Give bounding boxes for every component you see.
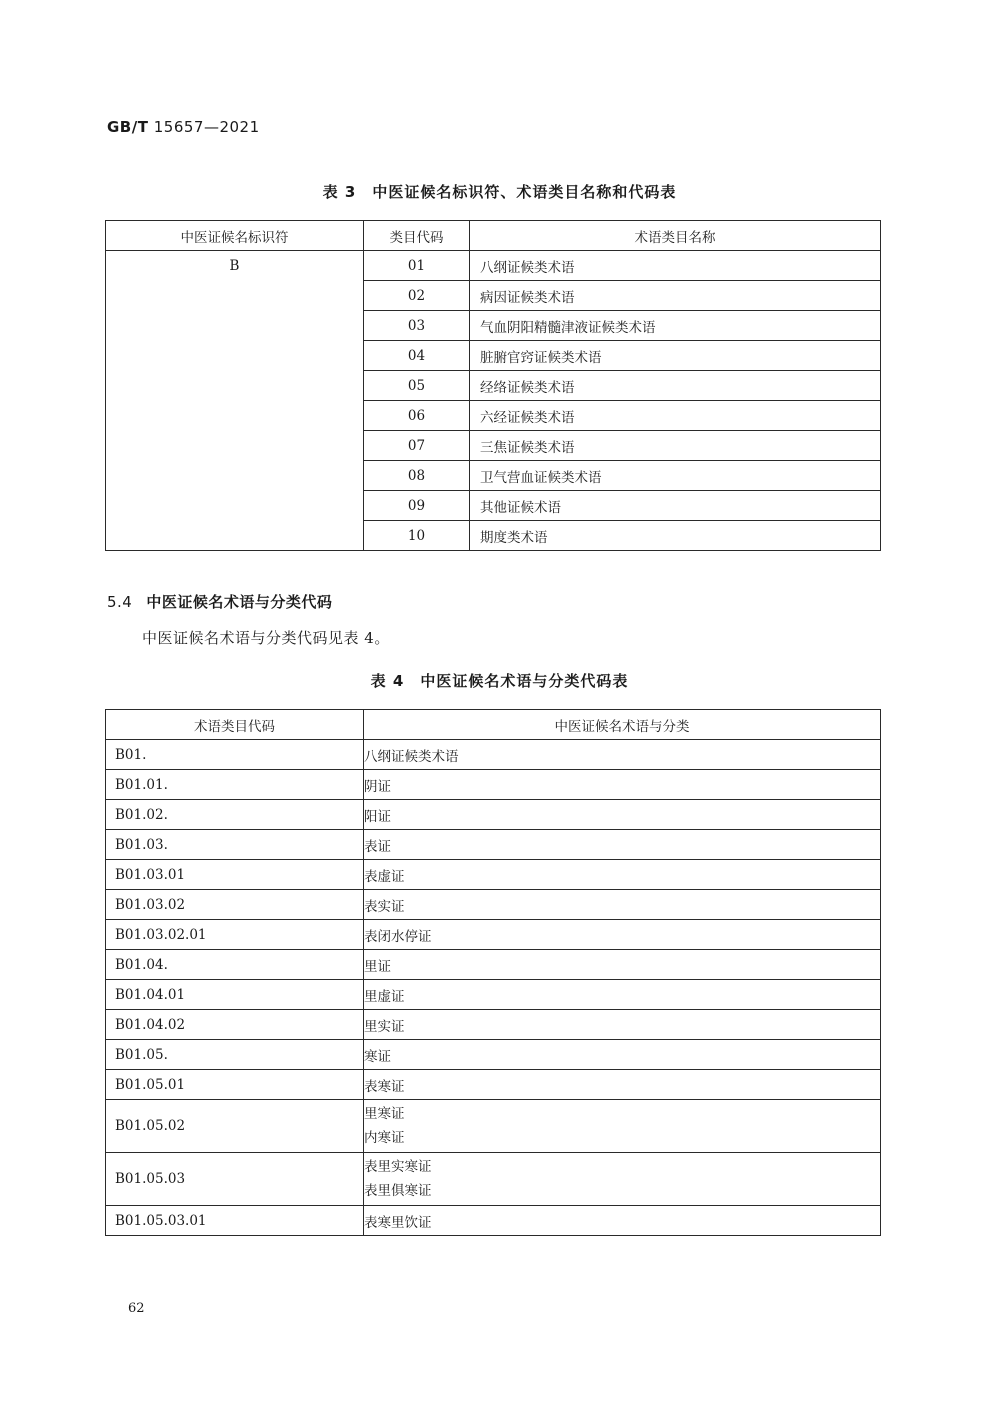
page-number: 62 bbox=[128, 1301, 145, 1316]
table3-name-cell: 八纲证候类术语 bbox=[470, 251, 881, 281]
table4-term-cell: 表实证 bbox=[364, 890, 881, 920]
table-row bbox=[106, 920, 881, 950]
table-row bbox=[106, 1206, 881, 1236]
table3-name-cell: 卫气营血证候类术语 bbox=[470, 461, 881, 491]
table3-name-cell: 经络证候类术语 bbox=[470, 371, 881, 401]
standard-header bbox=[107, 118, 260, 136]
section-heading bbox=[107, 591, 332, 612]
standard-prefix: GB/T bbox=[107, 118, 149, 136]
table3-code-cell: 02 bbox=[364, 281, 470, 311]
table4-term-cell: 表寒里饮证 bbox=[364, 1206, 881, 1236]
table4-term-cell: 表寒证 bbox=[364, 1070, 881, 1100]
table3-name-cell: 三焦证候类术语 bbox=[470, 431, 881, 461]
table-row bbox=[106, 770, 881, 800]
table4-code-cell: B01.05. bbox=[106, 1040, 364, 1070]
table3-header-name: 术语类目名称 bbox=[470, 221, 881, 251]
table4-code-cell: B01.05.03 bbox=[106, 1153, 364, 1206]
table4 bbox=[105, 709, 881, 1236]
table4-term-line: 表里俱寒证 bbox=[364, 1183, 432, 1199]
table4-code-cell: B01.03.02.01 bbox=[106, 920, 364, 950]
table4-caption: 表 4 中医证候名术语与分类代码表 bbox=[370, 672, 629, 690]
table-row bbox=[106, 1100, 881, 1153]
table3-code-cell: 10 bbox=[364, 521, 470, 551]
table3-name-cell: 六经证候类术语 bbox=[470, 401, 881, 431]
table4-code-cell: B01.01. bbox=[106, 770, 364, 800]
table4-term-cell: 里实证 bbox=[364, 1010, 881, 1040]
table4-term-cell: 阴证 bbox=[364, 770, 881, 800]
table4-term-line: 内寒证 bbox=[364, 1130, 405, 1146]
table4-term-cell: 里虚证 bbox=[364, 980, 881, 1010]
table4-code-cell: B01.04.01 bbox=[106, 980, 364, 1010]
table3-caption: 表 3 中医证候名标识符、术语类目名称和代码表 bbox=[322, 183, 677, 201]
table-row bbox=[106, 251, 881, 281]
table3-code-cell: 09 bbox=[364, 491, 470, 521]
table3-header-row bbox=[106, 221, 881, 251]
table4-term-cell bbox=[364, 1100, 881, 1153]
section-number: 5.4 bbox=[107, 593, 133, 611]
table3-name-cell: 气血阴阳精髓津液证候类术语 bbox=[470, 311, 881, 341]
table4-code-cell: B01.05.01 bbox=[106, 1070, 364, 1100]
table-row bbox=[106, 740, 881, 770]
table3-code-cell: 01 bbox=[364, 251, 470, 281]
table3-name-cell: 病因证候类术语 bbox=[470, 281, 881, 311]
table4-code-cell: B01.03. bbox=[106, 830, 364, 860]
table4-code-cell: B01. bbox=[106, 740, 364, 770]
table3-name-cell: 脏腑官窍证候类术语 bbox=[470, 341, 881, 371]
table-row bbox=[106, 830, 881, 860]
section-title: 中医证候名术语与分类代码 bbox=[146, 593, 333, 611]
table-row bbox=[106, 950, 881, 980]
table3-code-cell: 08 bbox=[364, 461, 470, 491]
section-paragraph: 中医证候名术语与分类代码见表 4。 bbox=[142, 629, 390, 647]
standard-number: 15657—2021 bbox=[153, 118, 260, 136]
table3-code-cell: 06 bbox=[364, 401, 470, 431]
table3-name-cell: 期度类术语 bbox=[470, 521, 881, 551]
table3-code-cell: 05 bbox=[364, 371, 470, 401]
table3-code-cell: 07 bbox=[364, 431, 470, 461]
table3-name-cell: 其他证候术语 bbox=[470, 491, 881, 521]
table4-code-cell: B01.05.03.01 bbox=[106, 1206, 364, 1236]
table4-term-line: 表里实寒证 bbox=[364, 1159, 432, 1175]
table-row bbox=[106, 800, 881, 830]
table3-identifier-cell: B bbox=[106, 251, 364, 551]
table-row bbox=[106, 860, 881, 890]
table3 bbox=[105, 220, 881, 551]
table-row bbox=[106, 1070, 881, 1100]
table-row bbox=[106, 1040, 881, 1070]
table4-header-row bbox=[106, 710, 881, 740]
table4-term-cell: 寒证 bbox=[364, 1040, 881, 1070]
table4-code-cell: B01.03.01 bbox=[106, 860, 364, 890]
table3-header-identifier: 中医证候名标识符 bbox=[106, 221, 364, 251]
table4-term-cell: 表证 bbox=[364, 830, 881, 860]
table4-term-cell: 八纲证候类术语 bbox=[364, 740, 881, 770]
table3-code-cell: 03 bbox=[364, 311, 470, 341]
table4-term-line: 里寒证 bbox=[364, 1106, 405, 1122]
table4-header-code: 术语类目代码 bbox=[106, 710, 364, 740]
table4-code-cell: B01.04.02 bbox=[106, 1010, 364, 1040]
table4-code-cell: B01.04. bbox=[106, 950, 364, 980]
table4-header-term: 中医证候名术语与分类 bbox=[364, 710, 881, 740]
table4-code-cell: B01.05.02 bbox=[106, 1100, 364, 1153]
table3-header-code: 类目代码 bbox=[364, 221, 470, 251]
table-row bbox=[106, 890, 881, 920]
table-row bbox=[106, 1010, 881, 1040]
table4-term-cell: 里证 bbox=[364, 950, 881, 980]
table4-term-cell: 阳证 bbox=[364, 800, 881, 830]
table4-code-cell: B01.03.02 bbox=[106, 890, 364, 920]
table4-term-cell: 表虚证 bbox=[364, 860, 881, 890]
table-row bbox=[106, 1153, 881, 1206]
table-row bbox=[106, 980, 881, 1010]
table3-code-cell: 04 bbox=[364, 341, 470, 371]
table4-term-cell bbox=[364, 1153, 881, 1206]
table4-term-cell: 表闭水停证 bbox=[364, 920, 881, 950]
table4-code-cell: B01.02. bbox=[106, 800, 364, 830]
